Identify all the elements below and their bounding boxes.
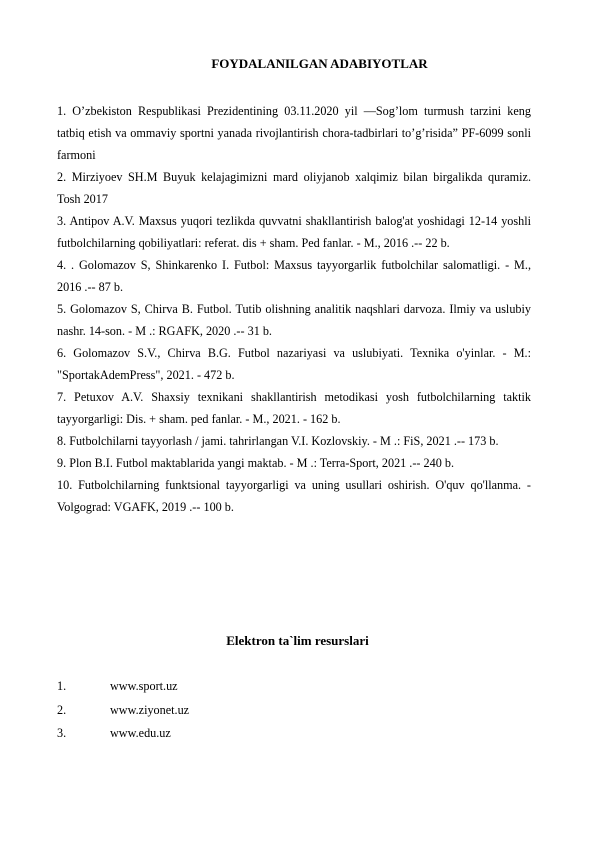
resource-link[interactable]: www.sport.uz — [110, 679, 178, 693]
reference-item: 2. Mirziyoev SH.M Buyuk kelajagimizni mard oliyjanob xalqimiz bilan birgalikda quramiz. Tosh 2017 — [57, 170, 531, 206]
reference-item: 8. Futbolchilarni tayyorlash / jami. tahrirlangan V.I. Kozlovskiy. - M .: FiS, 2021 .-- 173 b. — [57, 434, 499, 448]
reference-item: 6. Golomazov S.V., Chirva B.G. Futbol nazariyasi va uslubiyati. Texnika o'yinlar. - M.: "SportakAdemPress", 2021. - 472 b. — [57, 346, 531, 382]
electronic-resources-list — [57, 679, 357, 750]
resource-number: 2. — [57, 702, 67, 717]
reference-item: 10. Futbolchilarning funktsional tayyorgarligi va uning usullari oshirish. O'quv qo'llanma. - Volgograd: VGAFK, 2019 .-- 100 b. — [57, 478, 531, 514]
reference-item: 4. . Golomazov S, Shinkarenko I. Futbol: Maxsus tayyorgarlik futbolchilar salomatligi. - M., 2016 .-- 87 b. — [57, 258, 531, 294]
reference-item: 1. O’zbekiston Respublikasi Prezidentining 03.11.2020 yil ―Sog’lom turmush tarzini keng tatbiq etish va ommaviy sportni yanada rivojlantirish chora-tadbirlari to’g’risida” PF-6099 sonli farmoni — [57, 104, 531, 162]
resource-link[interactable]: www.edu.uz — [110, 726, 171, 740]
reference-item: 7. Petuxov A.V. Shaxsiy texnikani shakllantirish metodikasi yosh futbolchilarning taktik tayyorgarligi: Dis. + sham. ped fanlar. - M., 2021. - 162 b. — [57, 390, 531, 426]
resource-item — [57, 679, 357, 703]
reference-list — [57, 100, 531, 518]
resource-link[interactable]: www.ziyonet.uz — [110, 702, 190, 717]
resource-item — [57, 703, 357, 727]
resource-number: 1. — [57, 679, 67, 693]
reference-item: 5. Golomazov S, Chirva B. Futbol. Tutib olishning analitik naqshlari darvoza. Ilmiy va uslubiy nashr. 14-son. - M .: RGAFK, 2020 .-- 31 b. — [57, 302, 531, 338]
reference-item: 9. Plon B.I. Futbol maktablarida yangi maktab. - M .: Terra-Sport, 2021 .-- 240 b. — [57, 456, 454, 470]
resource-item — [57, 726, 357, 750]
page-title: FOYDALANILGAN ADABIYOTLAR — [211, 56, 428, 71]
resource-number: 3. — [57, 726, 67, 740]
reference-item: 3. Antipov A.V. Maxsus yuqori tezlikda quvvatni shakllantirish balog'at yoshidagi 12-14 yoshli futbolchilarning qobiliyatlari: referat. dis + sham. Ped fanlar. - M., 2016 .-- 22 b. — [57, 214, 531, 250]
electronic-resources-heading: Elektron ta`lim resurslari — [226, 633, 369, 648]
